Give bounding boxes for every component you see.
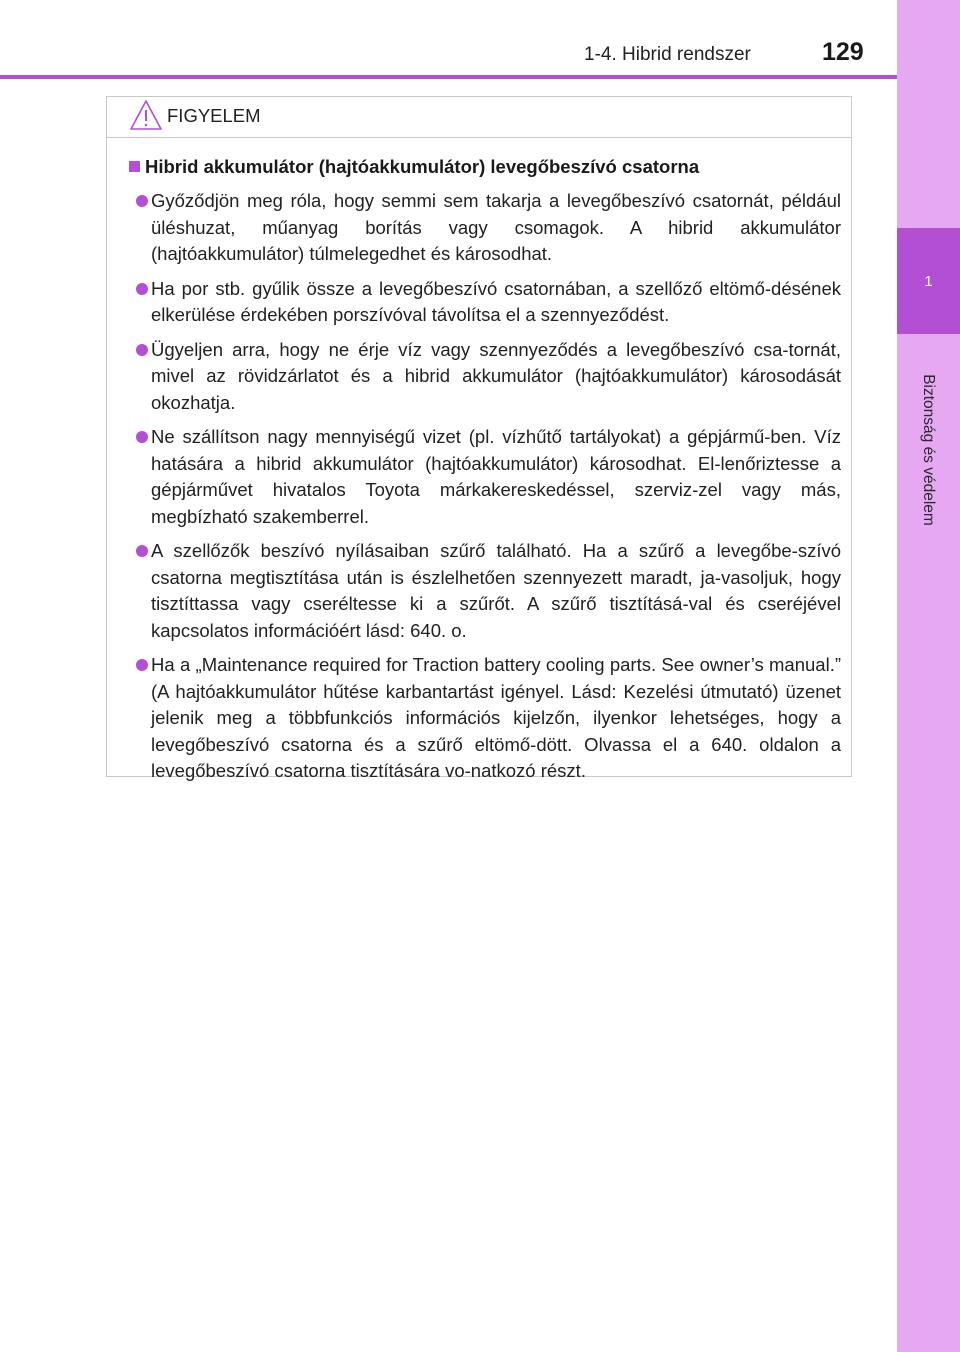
list-item — [129, 276, 841, 329]
caution-header — [107, 97, 851, 138]
list-item — [129, 538, 841, 644]
warning-triangle-icon — [129, 99, 163, 131]
section-heading — [129, 154, 841, 180]
page-number: 129 — [822, 38, 864, 66]
list-item — [129, 424, 841, 530]
caution-list — [129, 188, 841, 785]
bullet-dot-icon — [136, 195, 148, 207]
list-item-text: Ha a „Maintenance required for Traction battery cooling parts. See owner’s manual.” (A hajtóakkumulátor hűtése karbantartást igényel. Lásd: Kezelési útmutató) üzenet jelenik meg a többfunkciós információs kijelzőn, ilyenkor lehetséges, hogy a levegőbeszívó csatorna és a szűrő eltömő-dött. Olvassa el a 640. oldalon a levegőbeszívó csatorna tisztítására vo-natkozó részt. — [151, 654, 841, 781]
section-heading-text: Hibrid akkumulátor (hajtóakkumulátor) levegőbeszívó csatorna — [145, 156, 700, 177]
list-item — [129, 188, 841, 268]
chapter-number-tab — [897, 228, 960, 334]
list-item-text: Ne szállítson nagy mennyiségű vizet (pl. vízhűtő tartályokat) a gépjármű-ben. Víz hatására a hibrid akkumulátor (hajtóakkumulátor) károsodhat. El-lenőriztesse a gépjárművet hivatalos Toyota márkakereskedéssel, szerviz-zel vagy más, megbízható szakemberrel. — [151, 426, 841, 527]
caution-body — [129, 154, 841, 793]
list-item-text: Ügyeljen arra, hogy ne érje víz vagy szennyeződés a levegőbeszívó csa-tornát, mivel az rövidzárlatot és a hibrid akkumulátor (hajtóakkumulátor) károsodását okozhatja. — [151, 338, 841, 413]
bullet-dot-icon — [136, 659, 148, 671]
bullet-dot-icon — [136, 283, 148, 295]
list-item-text: Ha por stb. gyűlik össze a levegőbeszívó csatornában, a szellőző eltömő-désének elkerülése érdekében porszívóval távolítsa el a szennyeződést. — [151, 277, 841, 325]
chapter-number: 1 — [924, 272, 933, 290]
list-item-text: Győződjön meg róla, hogy semmi sem takarja a levegőbeszívó csatornát, például üléshuzat, műanyag borítás vagy csomagok. A hibrid akkumulátor (hajtóakkumulátor) túlmelegedhet és károsodhat. — [151, 190, 841, 264]
chapter-label: Biztonság és védelem — [920, 374, 937, 526]
list-item — [129, 337, 841, 417]
list-item-text: A szellőzők beszívó nyílásaiban szűrő található. Ha a szűrő a levegőbe-szívó csatorna megtisztítása után is észlelhetően szennyezett maradt, ja-vasoljuk, hogy tisztíttassa vagy cseréltesse ki a szűrőt. A szűrő tisztításá-val és cseréjével kapcsolatos információért lásd: 640. o. — [151, 540, 841, 641]
list-item — [129, 652, 841, 785]
square-bullet-icon — [129, 161, 140, 172]
bullet-dot-icon — [136, 344, 148, 356]
bullet-dot-icon — [136, 431, 148, 443]
caution-title: FIGYELEM — [167, 105, 261, 126]
caution-box — [106, 96, 852, 781]
section-title: 1-4. Hibrid rendszer — [584, 44, 751, 65]
side-tab-strip — [897, 0, 960, 1352]
header-rule — [0, 75, 897, 79]
bullet-dot-icon — [136, 545, 148, 557]
